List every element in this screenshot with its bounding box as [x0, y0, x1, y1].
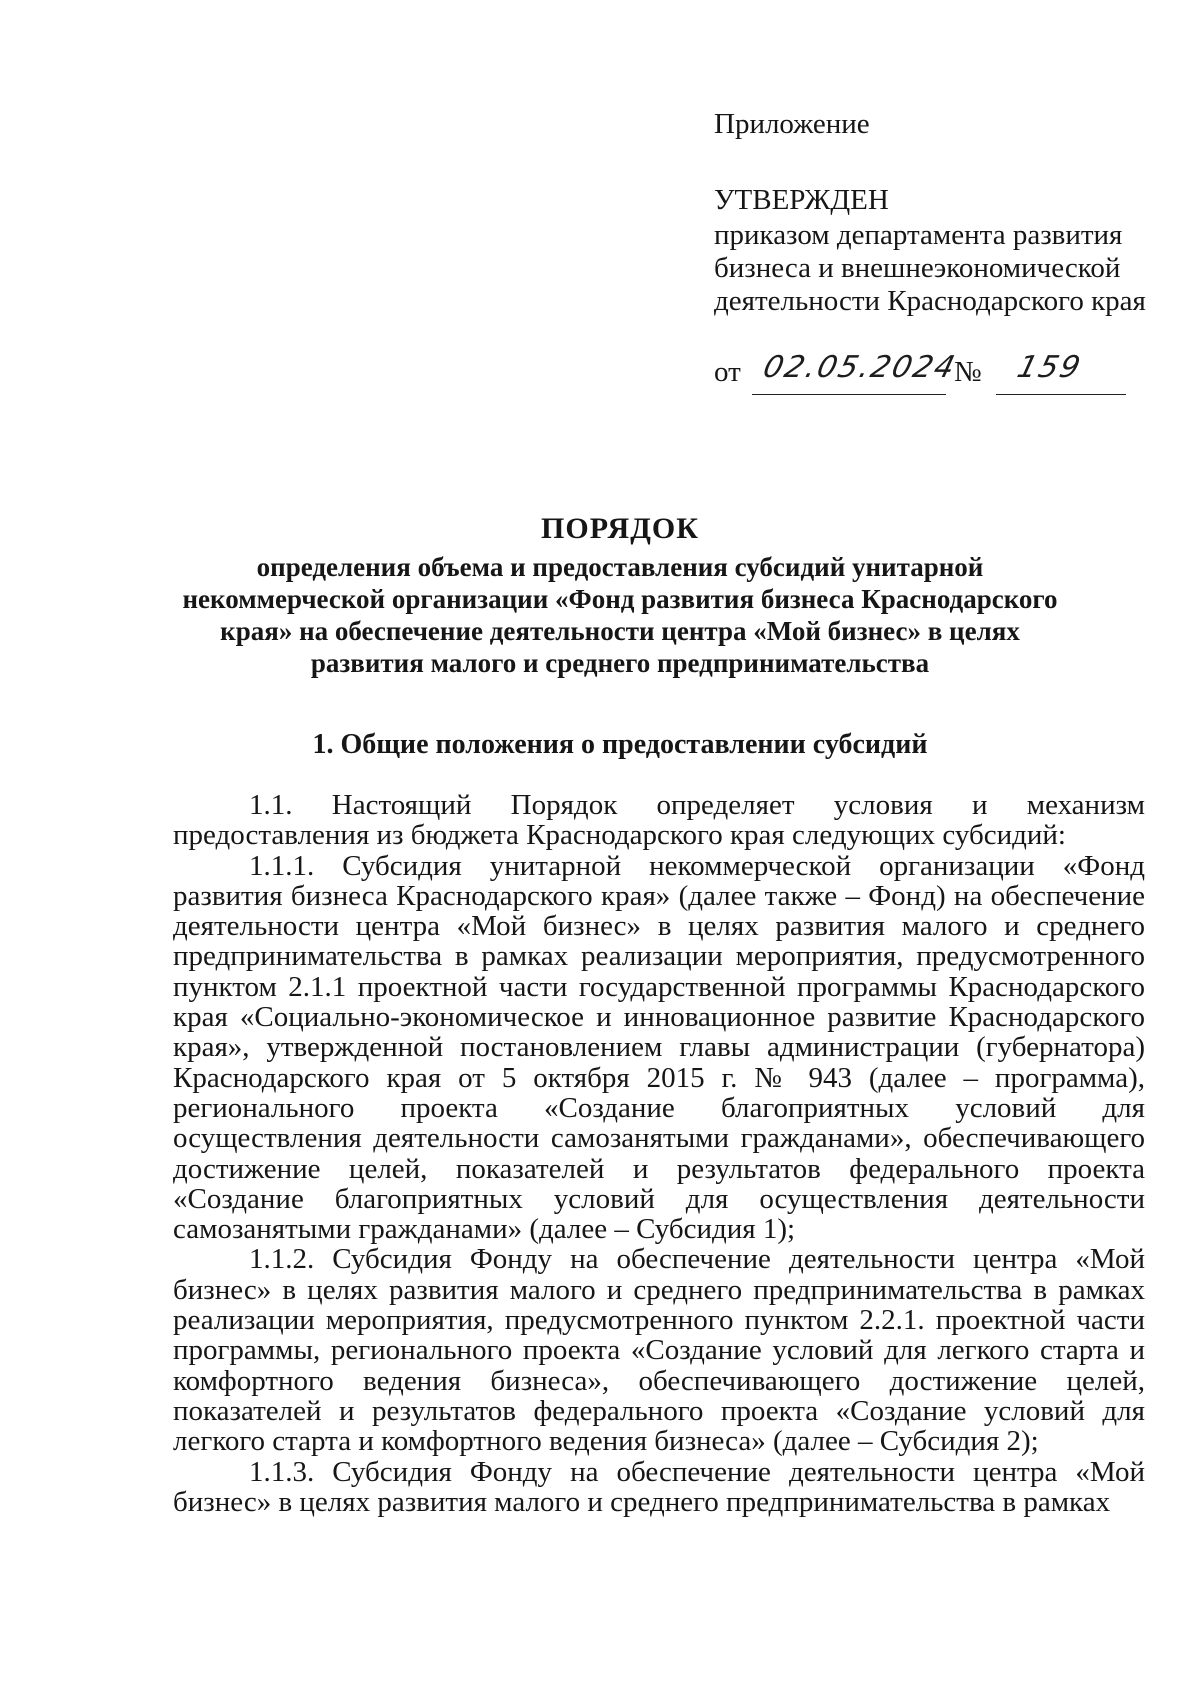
order-date-number-line	[714, 352, 1154, 396]
number-underline	[996, 350, 1126, 395]
appendix-label: Приложение	[714, 108, 870, 140]
paragraph-1-1: 1.1. Настоящий Порядок определяет условия и механизм предоставления из бюджета Краснодарского края следующих субсидий:	[173, 789, 1145, 852]
date-label: от	[714, 356, 741, 388]
paragraph-1-1-1: 1.1.1. Субсидия унитарной некоммерческой организации «Фонд развития бизнеса Краснодарского края» (далее также – Фонд) на обеспечение деятельности центра «Мой бизнес» в целях развития малого и среднего предпринимательства в рамках реализации мероприятия, предусмотренного пунктом 2.1.1 проектной части государственной программы Краснодарского края «Социально-экономическое и инновационное развитие Краснодарского края», утвержденной постановлением главы администрации (губернатора) Краснодарского края от 5 октября 2015 г. № 943 (далее – программа), регионального проекта «Создание благоприятных условий для осуществления деятельности самозанятыми гражданами», обеспечивающего достижение целей, показателей и результатов федерального проекта «Создание благоприятных условий для осуществления деятельности самозанятыми гражданами» (далее – Субсидия 1);	[173, 849, 1145, 1246]
document-subtitle-line: определения объема и предоставления субсидий унитарной	[256, 552, 984, 582]
paragraph-1-1-3: 1.1.3. Субсидия Фонду на обеспечение деятельности центра «Мой бизнес» в целях развития малого и среднего предпринимательства в рамках	[173, 1455, 1145, 1518]
document-subtitle-line: некоммерческой организации «Фонд развития бизнеса Краснодарского	[182, 584, 1058, 614]
document-subtitle-line: края» на обеспечение деятельности центра «Мой бизнес» в целях	[220, 616, 1020, 646]
approval-block	[714, 108, 1154, 318]
document-title: ПОРЯДОК	[541, 512, 699, 545]
section-heading: 1. Общие положения о предоставлении субсидий	[312, 729, 928, 760]
handwritten-date: 02.05.2024	[759, 350, 961, 385]
approval-order-line: деятельности Краснодарского края	[714, 285, 1146, 317]
document-subtitle-line: развития малого и среднего предпринимательства	[310, 648, 930, 678]
document-title-block	[170, 510, 1070, 679]
approval-order-line: приказом департамента развития	[714, 219, 1123, 251]
handwritten-number: 159	[1013, 350, 1086, 385]
paragraph-1-1-2: 1.1.2. Субсидия Фонду на обеспечение деятельности центра «Мой бизнес» в целях развития малого и среднего предпринимательства в рамках реализации мероприятия, предусмотренного пунктом 2.2.1. проектной части программы, регионального проекта «Создание условий для легкого старта и комфортного ведения бизнеса», обеспечивающего достижение целей, показателей и результатов федерального проекта «Создание условий для легкого старта и комфортного ведения бизнеса» (далее – Субсидия 2);	[173, 1243, 1145, 1458]
section-body	[173, 790, 1145, 1517]
number-label: №	[954, 356, 982, 388]
approval-order-line: бизнеса и внешнеэкономической	[714, 252, 1121, 284]
approved-label: УТВЕРЖДЕН	[714, 184, 889, 216]
date-underline	[752, 350, 961, 395]
